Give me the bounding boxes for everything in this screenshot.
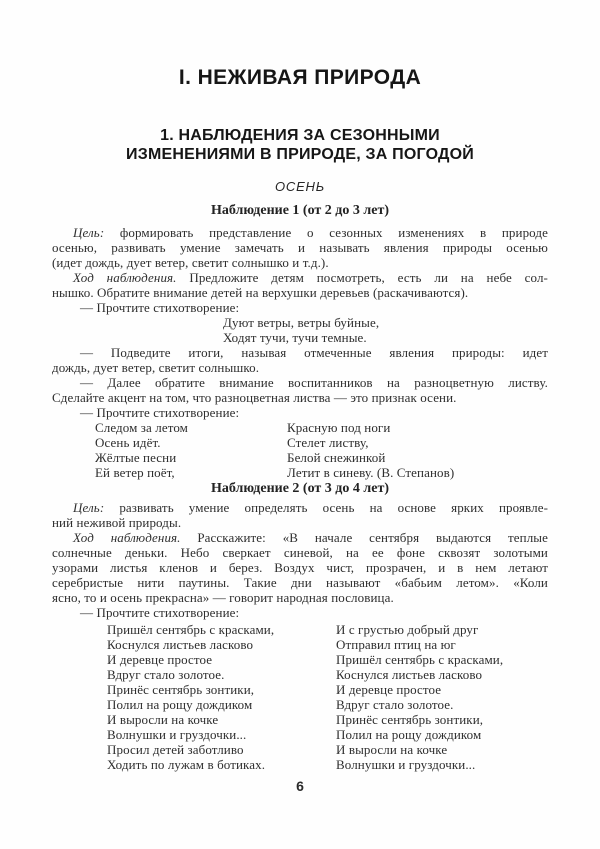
poem-column-left: [95, 420, 188, 480]
poem-line: И выросли на кочке: [336, 742, 448, 757]
verse-line: Дуют ветры, ветры буйные,: [223, 315, 380, 330]
season-heading: ОСЕНЬ: [274, 179, 326, 194]
read-poem-instruction: — Прочтите стихотворение:: [80, 300, 240, 315]
poem-line: Красную под ноги: [287, 420, 391, 435]
verse-block: [223, 315, 548, 345]
poem-line: Осень идёт.: [95, 435, 161, 450]
poem-line: Белой снежинкой: [287, 450, 386, 465]
poem-line: Волнушки и груздочки...: [336, 757, 476, 772]
section-title-line-2: ИЗМЕНЕНИЯМИ В ПРИРОДЕ, ЗА ПОГОДОЙ: [126, 146, 474, 163]
goal-label: Цель:: [73, 500, 105, 515]
procedure-line: ясно, то и осень прекрасна» — говорит народная пословица.: [52, 590, 394, 605]
observation-2-heading: Наблюдение 2 (от 3 до 4 лет): [211, 481, 389, 496]
poem-line: Просил детей заботливо: [107, 742, 244, 757]
poem-column-left: [107, 622, 274, 772]
next-step-line: Сделайте акцент на том, что разноцветная листва — это признак осени.: [52, 390, 457, 405]
poem-line: Коснулся листьев ласково: [336, 667, 483, 682]
poem-line: Вдруг стало золотое.: [107, 667, 225, 682]
verse-line: Ходят тучи, тучи темные.: [223, 330, 367, 345]
chapter-title: I. НЕЖИВАЯ ПРИРОДА: [178, 66, 422, 89]
observation-1-heading: Наблюдение 1 (от 2 до 3 лет): [211, 203, 389, 218]
procedure-text: Предложите детям посмотреть, есть ли на небе сол-: [176, 270, 548, 285]
poem-line: Ходить по лужам в ботиках.: [107, 757, 266, 772]
summary-line: дождь, дует ветер, светит солнышко.: [52, 360, 260, 375]
procedure-line: [52, 270, 548, 285]
section-title: [0, 126, 600, 164]
observation-1-body: [52, 225, 548, 480]
goal-line: ний неживой природы.: [52, 515, 182, 530]
poem-line: Вдруг стало золотое.: [336, 697, 454, 712]
goal-text: развивать умение определять осень на основе ярких проявле-: [104, 500, 548, 515]
goal-label: Цель:: [73, 225, 105, 240]
poem-line: Принёс сентябрь зонтики,: [107, 682, 255, 697]
poem-two-columns: [52, 622, 548, 772]
goal-line: осенью, развивать умение замечать и называть явления природы осенью: [52, 240, 548, 255]
goal-line: [52, 500, 548, 515]
goal-line: [52, 225, 548, 240]
procedure-line: нышко. Обратите внимание детей на верхушки деревьев (раскачиваются).: [52, 285, 469, 300]
read-poem-instruction: — Прочтите стихотворение:: [80, 605, 240, 620]
procedure-label: Ход наблюдения.: [73, 530, 181, 545]
procedure-line: узорами листья кленов и берез. Воздух чист, прозрачен, и в нем летают: [52, 560, 548, 575]
summary-line: — Подведите итоги, называя отмеченные явления природы: идет: [80, 345, 548, 360]
read-poem-instruction: — Прочтите стихотворение:: [80, 405, 240, 420]
poem-column-right: [336, 622, 503, 772]
procedure-text: Расскажите: «В начале сентября выдаются теплые: [180, 530, 548, 545]
procedure-line: [52, 530, 548, 545]
poem-line: И деревце простое: [107, 652, 213, 667]
poem-line: Ей ветер поёт,: [95, 465, 175, 480]
page-number: 6: [296, 778, 304, 794]
poem-column-right: [287, 420, 454, 480]
poem-line: Волнушки и груздочки...: [107, 727, 247, 742]
poem-two-columns: [52, 420, 548, 480]
section-title-line-1: 1. НАБЛЮДЕНИЯ ЗА СЕЗОННЫМИ: [160, 127, 440, 144]
poem-line: Стелет листву,: [287, 435, 369, 450]
poem-line: Летит в синеву. (В. Степанов): [287, 465, 455, 480]
procedure-line: солнечные деньки. Небо сверкает синевой, на ее фоне сквозят золотыми: [52, 545, 548, 560]
poem-line: Жёлтые песни: [95, 450, 177, 465]
goal-line: (идет дождь, дует ветер, светит солнышко и т.д.).: [52, 255, 329, 270]
poem-line: Следом за летом: [95, 420, 189, 435]
poem-line: Отправил птиц на юг: [336, 637, 456, 652]
goal-text: формировать представление о сезонных изменениях в природе: [104, 225, 548, 240]
poem-line: И деревце простое: [336, 682, 442, 697]
poem-line: И выросли на кочке: [107, 712, 219, 727]
procedure-line: серебристые нити паутины. Такие дни называют «бабьим летом». «Коли: [52, 575, 548, 590]
procedure-label: Ход наблюдения.: [73, 270, 177, 285]
poem-line: Полил на рощу дождиком: [336, 727, 482, 742]
poem-line: И с грустью добрый друг: [336, 622, 479, 637]
next-step-line: — Далее обратите внимание воспитанников на разноцветную листву.: [80, 375, 548, 390]
poem-line: Коснулся листьев ласково: [107, 637, 254, 652]
observation-2-body: [52, 500, 548, 772]
poem-line: Пришёл сентябрь с красками,: [336, 652, 504, 667]
poem-line: Пришёл сентябрь с красками,: [107, 622, 275, 637]
poem-line: Принёс сентябрь зонтики,: [336, 712, 484, 727]
poem-line: Полил на рощу дождиком: [107, 697, 253, 712]
